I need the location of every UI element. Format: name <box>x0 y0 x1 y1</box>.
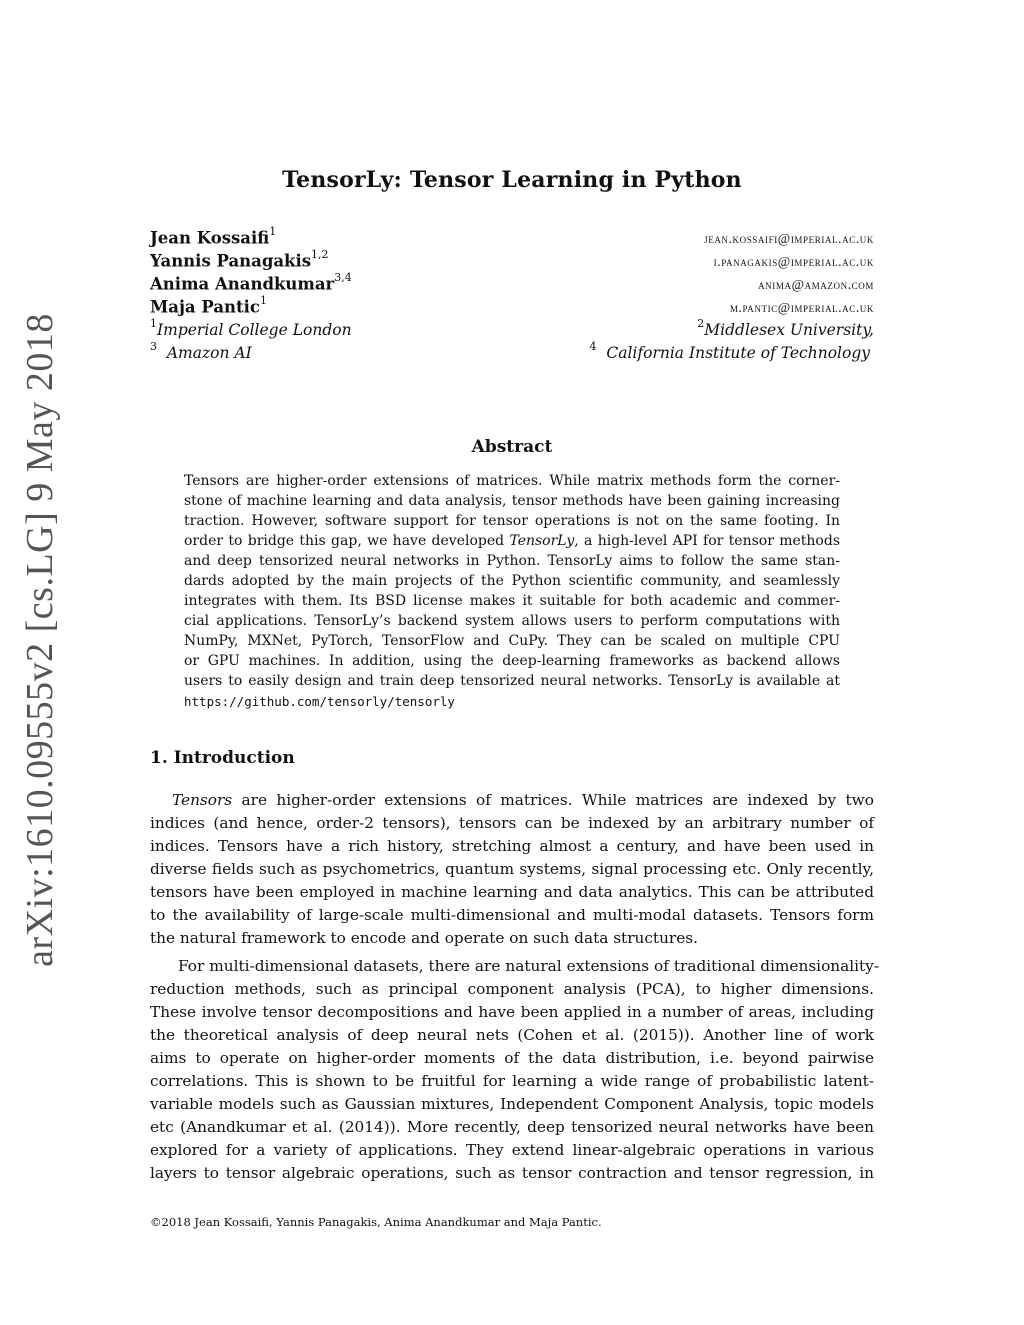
author-3 <box>150 273 352 294</box>
abstract-tensorly-emph: TensorLy <box>509 533 575 549</box>
author-sup: 3,4 <box>334 271 352 284</box>
body-line: correlations. This is shown to be fruitful for learning a wide range of probabilistic latent- <box>150 1072 874 1090</box>
author-4-email: m.pantic@imperial.ac.uk <box>729 300 874 315</box>
body-line: the theoretical analysis of deep neural nets (Cohen et al. (2015)). Another line of work <box>150 1026 874 1044</box>
affiliation-sup: 2 <box>697 317 705 330</box>
author-sup: 1 <box>269 225 277 238</box>
abstract-line <box>184 531 840 551</box>
paper-title: TensorLy: Tensor Learning in Python <box>282 167 742 193</box>
author-sup: 1,2 <box>311 248 329 261</box>
abstract-heading: Abstract <box>471 437 553 457</box>
body-text: are higher-order extensions of matrices. While matrices are indexed by two <box>232 791 874 809</box>
author-1 <box>150 227 276 248</box>
body-line: indices (and hence, order-2 tensors), tensors can be indexed by an arbitrary number of <box>150 814 874 832</box>
affiliation-1 <box>150 319 352 339</box>
body-line: to the availability of large-scale multi-dimensional and multi-modal datasets. Tensors form <box>150 906 874 924</box>
affiliation-text: Imperial College London <box>157 321 352 340</box>
affiliation-sup: 4 <box>589 340 597 353</box>
abstract-line: cial applications. TensorLy’s backend system allows users to perform computations with <box>184 613 840 629</box>
author-name: Jean Kossaifi <box>150 228 270 248</box>
affiliation-2 <box>697 319 874 339</box>
abstract-url-link[interactable]: https://github.com/tensorly/tensorly <box>184 694 455 709</box>
author-3-email: anima@amazon.com <box>758 277 874 292</box>
affiliation-text: Middlesex University, <box>704 321 874 340</box>
body-line: etc (Anandkumar et al. (2014)). More recently, deep tensorized neural networks have been <box>150 1118 874 1136</box>
body-line <box>172 789 874 812</box>
body-line: tensors have been employed in machine learning and data analytics. This can be attributed <box>150 883 874 901</box>
section-heading-introduction: 1. Introduction <box>150 748 295 768</box>
author-name: Yannis Panagakis <box>150 251 312 271</box>
author-sup: 1 <box>259 294 267 307</box>
tensors-emph: Tensors <box>172 791 233 809</box>
abstract-text: , a high-level API for tensor methods <box>574 533 840 549</box>
abstract-line: dards adopted by the main projects of the Python scientific community, and seamlessly <box>184 573 840 589</box>
author-1-email: jean.kossaifi@imperial.ac.uk <box>704 231 874 246</box>
abstract-line: users to easily design and train deep tensorized neural networks. TensorLy is available at <box>184 673 840 689</box>
author-name: Maja Pantic <box>150 297 260 317</box>
body-line: variable models such as Gaussian mixtures, Independent Component Analysis, topic models <box>150 1095 874 1113</box>
abstract-line: Tensors are higher-order extensions of matrices. While matrix methods form the corner- <box>184 473 840 489</box>
abstract-text: order to bridge this gap, we have developed <box>184 533 510 549</box>
copyright-footer: ©2018 Jean Kossaifi, Yannis Panagakis, Anima Anandkumar and Maja Pantic. <box>150 1215 602 1229</box>
body-line: diverse fields such as psychometrics, quantum systems, signal processing etc. Only recently, <box>150 860 874 878</box>
body-line: indices. Tensors have a rich history, stretching almost a century, and have been used in <box>150 837 874 855</box>
author-4 <box>150 296 267 317</box>
abstract-line: integrates with them. Its BSD license makes it suitable for both academic and commer- <box>184 593 840 609</box>
body-line: These involve tensor decompositions and have been applied in a number of areas, including <box>150 1003 874 1021</box>
abstract-line: and deep tensorized neural networks in Python. TensorLy aims to follow the same stan- <box>184 553 840 569</box>
abstract-line: or GPU machines. In addition, using the deep-learning frameworks as backend allows <box>184 653 840 669</box>
body-line: explored for a variety of applications. They extend linear-algebraic operations in various <box>150 1141 874 1159</box>
affiliation-3 <box>150 342 252 362</box>
affiliation-text: Amazon AI <box>166 344 252 363</box>
abstract-line: traction. However, software support for tensor operations is not on the same footing. In <box>184 513 840 529</box>
abstract-line: stone of machine learning and data analysis, tensor methods have been gaining increasing <box>184 493 840 509</box>
body-line: layers to tensor algebraic operations, such as tensor contraction and tensor regression, in <box>150 1164 874 1182</box>
affiliation-sup: 1 <box>150 317 157 330</box>
body-line: the natural framework to encode and operate on such data structures. <box>150 929 699 947</box>
body-line: For multi-dimensional datasets, there are natural extensions of traditional dimensionality- <box>178 957 879 975</box>
affiliation-4 <box>590 342 871 362</box>
body-line: reduction methods, such as principal component analysis (PCA), to higher dimensions. <box>150 980 874 998</box>
affiliation-text: California Institute of Technology <box>606 344 870 363</box>
affiliation-sup: 3 <box>150 340 157 353</box>
arxiv-stamp-text: arXiv:1610.09555v2 [cs.LG] 9 May 2018 <box>19 313 61 967</box>
author-2 <box>150 250 329 271</box>
author-2-email: i.panagakis@imperial.ac.uk <box>713 254 874 269</box>
author-name: Anima Anandkumar <box>150 274 335 294</box>
body-line: aims to operate on higher-order moments of the data distribution, i.e. beyond pairwise <box>150 1049 874 1067</box>
abstract-line: NumPy, MXNet, PyTorch, TensorFlow and CuPy. They can be scaled on multiple CPU <box>184 633 840 649</box>
